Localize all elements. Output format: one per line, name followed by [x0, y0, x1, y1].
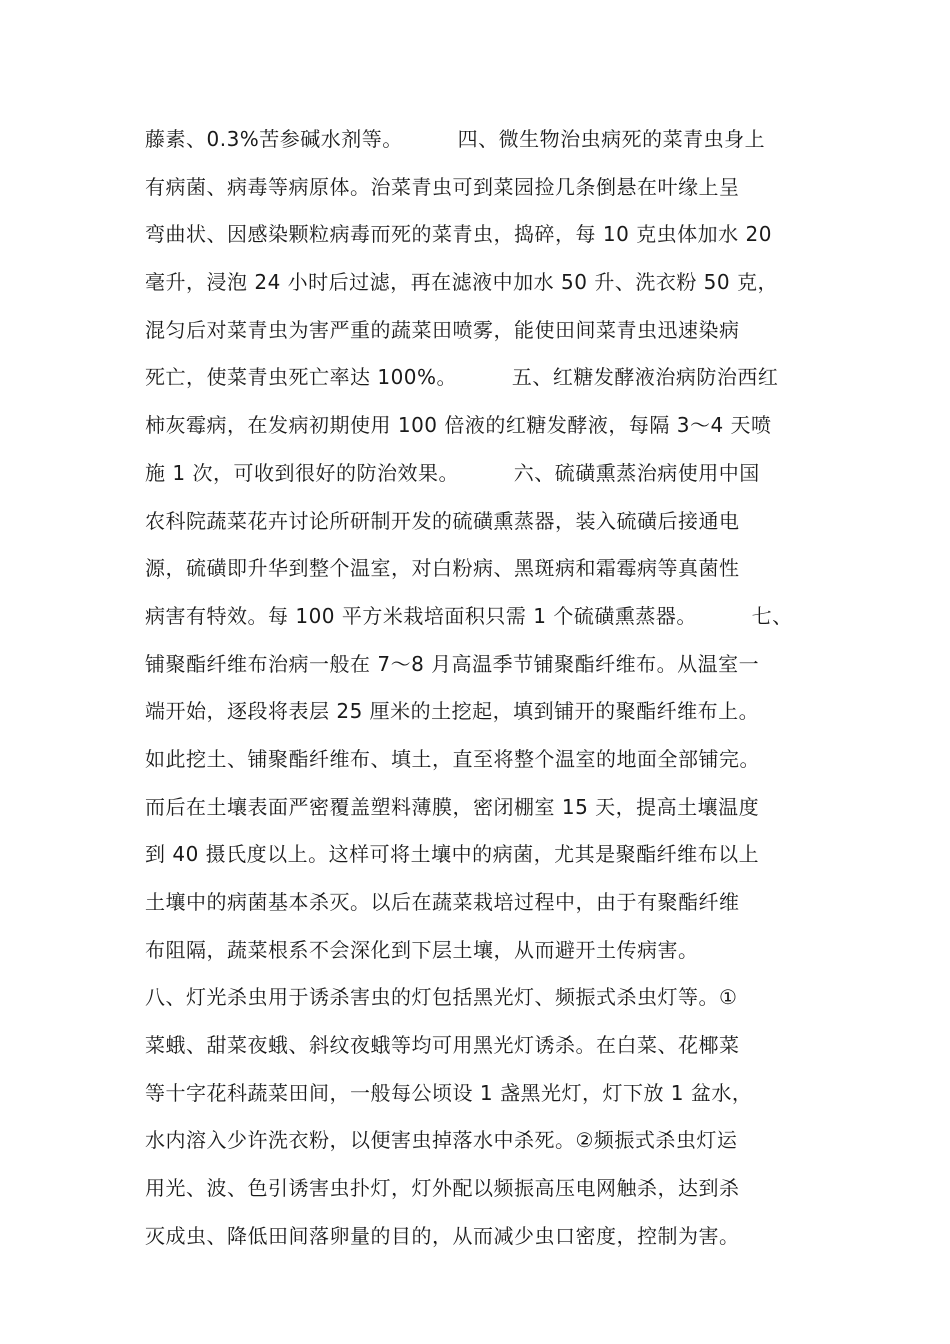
- text-line: 如此挖土、铺聚酯纤维布、填土，直至将整个温室的地面全部铺完。: [145, 746, 760, 771]
- text-line: 柿灰霉病，在发病初期使用 100 倍液的红糖发酵液，每隔 3～4 天喷: [145, 413, 772, 438]
- text-line: 施 1 次，可收到很好的防治效果。 六、硫磺熏蒸治病使用中国: [145, 460, 760, 485]
- text-line: 源，硫磺即升华到整个温室，对白粉病、黑斑病和霜霉病等真菌性: [145, 556, 740, 581]
- text-line: 布阻隔，蔬菜根系不会深化到下层土壤，从而避开土传病害。: [145, 937, 699, 962]
- text-line: 灭成虫、降低田间落卵量的目的，从而减少虫口密度，控制为害。: [145, 1223, 740, 1248]
- text-line: 而后在土壤表面严密覆盖塑料薄膜，密闭棚室 15 天，提高土壤温度: [145, 794, 760, 819]
- text-line: 水内溶入少许洗衣粉，以便害虫掉落水中杀死。②频振式杀虫灯运: [145, 1128, 738, 1153]
- text-line: 农科院蔬菜花卉讨论所研制开发的硫磺熏蒸器，装入硫磺后接通电: [145, 508, 740, 533]
- text-line: 等十字花科蔬菜田间，一般每公顷设 1 盏黑光灯，灯下放 1 盆水，: [145, 1080, 753, 1105]
- text-line: 用光、波、色引诱害虫扑灯，灯外配以频振高压电网触杀，达到杀: [145, 1176, 740, 1201]
- text-line: 藤素、0.3%苦参碱水剂等。 四、微生物治虫病死的菜青虫身上: [145, 127, 766, 151]
- text-line: 有病菌、病毒等病原体。治菜青虫可到菜园捡几条倒悬在叶缘上呈: [145, 174, 740, 199]
- text-line: 八、灯光杀虫用于诱杀害虫的灯包括黑光灯、频振式杀虫灯等。①: [145, 985, 738, 1010]
- body-text: [145, 116, 815, 1261]
- text-line: 毫升，浸泡 24 小时后过滤，再在滤液中加水 50 升、洗衣粉 50 克，: [145, 270, 778, 295]
- text-line: 死亡，使菜青虫死亡率达 100%。 五、红糖发酵液治病防治西红: [145, 365, 779, 390]
- text-line: 菜蛾、甜菜夜蛾、斜纹夜蛾等均可用黑光灯诱杀。在白菜、花椰菜: [145, 1033, 740, 1058]
- text-line: 铺聚酯纤维布治病一般在 7～8 月高温季节铺聚酯纤维布。从温室一: [145, 651, 760, 676]
- text-line: 混匀后对菜青虫为害严重的蔬菜田喷雾，能使田间菜青虫迅速染病: [145, 317, 740, 342]
- text-line: 端开始，逐段将表层 25 厘米的土挖起，填到铺开的聚酯纤维布上。: [145, 699, 760, 724]
- text-line: 弯曲状、因感染颗粒病毒而死的菜青虫，捣碎，每 10 克虫体加水 20: [145, 222, 772, 247]
- text-line: 病害有特效。每 100 平方米栽培面积只需 1 个硫磺熏蒸器。 七、: [145, 603, 793, 628]
- text-line: 土壤中的病菌基本杀灭。以后在蔬菜栽培过程中，由于有聚酯纤维: [145, 890, 740, 914]
- text-line: 到 40 摄氏度以上。这样可将土壤中的病菌，尤其是聚酯纤维布以上: [145, 842, 760, 867]
